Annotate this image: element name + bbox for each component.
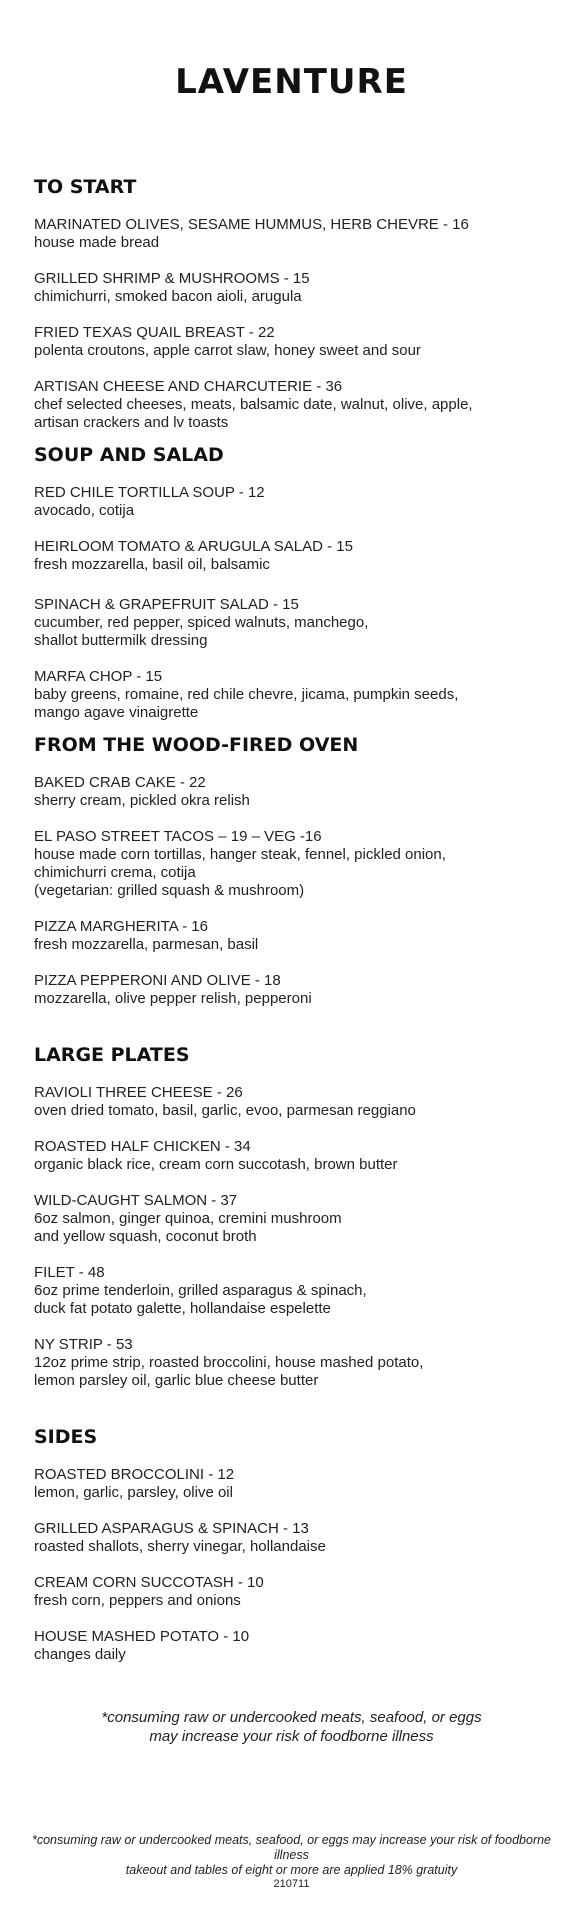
menu-item-name: GRILLED ASPARAGUS & SPINACH - 13 — [34, 1520, 309, 1537]
menu-item-description: roasted shallots, sherry vinegar, hollandaise — [34, 1538, 326, 1555]
menu-item — [34, 828, 554, 900]
menu-item — [34, 1336, 554, 1390]
menu-item — [34, 972, 554, 1008]
menu-item-name: NY STRIP - 53 — [34, 1336, 133, 1353]
section-title: FROM THE WOOD-FIRED OVEN — [34, 734, 359, 756]
menu-item — [34, 484, 554, 520]
section-title: LARGE PLATES — [34, 1044, 190, 1066]
menu-item-description: 12oz prime strip, roasted broccolini, house mashed potato, lemon parsley oil, garlic blue cheese butter — [34, 1354, 424, 1389]
menu-item-description: organic black rice, cream corn succotash, brown butter — [34, 1156, 398, 1173]
menu-item-description: cucumber, red pepper, spiced walnuts, manchego, shallot buttermilk dressing — [34, 614, 369, 649]
section-soup-and-salad — [34, 444, 554, 722]
menu-item — [34, 1084, 554, 1120]
menu-item — [34, 1520, 554, 1556]
menu-item-description: 6oz prime tenderloin, grilled asparagus & spinach, duck fat potato galette, hollandaise espelette — [34, 1282, 367, 1317]
menu-item-description: fresh mozzarella, parmesan, basil — [34, 936, 259, 953]
menu-item-description: sherry cream, pickled okra relish — [34, 792, 250, 809]
menu-item-description: avocado, cotija — [34, 502, 135, 519]
menu-item-name: PIZZA PEPPERONI AND OLIVE - 18 — [34, 972, 281, 989]
menu-item — [34, 538, 554, 574]
menu-item-name: SPINACH & GRAPEFRUIT SALAD - 15 — [34, 596, 299, 613]
menu-item — [34, 1628, 554, 1664]
menu-item-description: mozzarella, olive pepper relish, pepperoni — [34, 990, 312, 1007]
menu-item — [34, 1466, 554, 1502]
menu-item — [34, 918, 554, 954]
menu-item-name: HEIRLOOM TOMATO & ARUGULA SALAD - 15 — [34, 538, 353, 555]
menu-item — [34, 324, 554, 360]
footer-health-notice: *consuming raw or undercooked meats, seafood, or eggs may increase your risk of foodborne illness — [31, 1833, 552, 1862]
menu-item — [34, 1138, 554, 1174]
menu-item-description: lemon, garlic, parsley, olive oil — [34, 1484, 233, 1501]
menu-item — [34, 1574, 554, 1610]
menu-item-description: baby greens, romaine, red chile chevre, jicama, pumpkin seeds, mango agave vinaigrette — [34, 686, 459, 721]
section-wood-fired-oven — [34, 734, 554, 1008]
menu-item — [34, 270, 554, 306]
section-sides — [34, 1426, 554, 1664]
menu-item-description: changes daily — [34, 1646, 126, 1663]
footer-gratuity-note: takeout and tables of eight or more are applied 18% gratuity — [125, 1863, 458, 1877]
menu-item — [34, 1192, 554, 1246]
menu-item-description: chimichurri, smoked bacon aioli, arugula — [34, 288, 302, 305]
section-title: TO START — [34, 176, 137, 198]
menu-item-name: MARFA CHOP - 15 — [34, 668, 163, 685]
menu-item-description: house made corn tortillas, hanger steak, fennel, pickled onion, chimichurri crema, cotija (vegetarian: grilled squash & mushroom) — [34, 846, 446, 899]
menu-item — [34, 596, 554, 650]
menu-item-description: fresh mozzarella, basil oil, balsamic — [34, 556, 270, 573]
health-notice: *consuming raw or undercooked meats, seafood, or eggs may increase your risk of foodborne illness — [101, 1709, 482, 1745]
section-title: SIDES — [34, 1426, 98, 1448]
menu-item-name: EL PASO STREET TACOS – 19 – VEG -16 — [34, 828, 322, 845]
menu-item-name: WILD-CAUGHT SALMON - 37 — [34, 1192, 238, 1209]
menu-item — [34, 668, 554, 722]
menu-content — [34, 176, 554, 1682]
menu-item-name: HOUSE MASHED POTATO - 10 — [34, 1628, 250, 1645]
menu-item-name: CREAM CORN SUCCOTASH - 10 — [34, 1574, 264, 1591]
menu-item-name: RAVIOLI THREE CHEESE - 26 — [34, 1084, 243, 1101]
menu-item — [34, 216, 554, 252]
menu-item-name: FILET - 48 — [34, 1264, 105, 1281]
menu-item-name: RED CHILE TORTILLA SOUP - 12 — [34, 484, 265, 501]
menu-item-description: oven dried tomato, basil, garlic, evoo, parmesan reggiano — [34, 1102, 416, 1119]
menu-item-name: MARINATED OLIVES, SESAME HUMMUS, HERB CHEVRE - 16 — [34, 216, 469, 233]
restaurant-title: LAVENTURE — [175, 62, 408, 102]
footer — [30, 1833, 553, 1891]
menu-item — [34, 378, 554, 432]
menu-item-description: polenta croutons, apple carrot slaw, honey sweet and sour — [34, 342, 421, 359]
section-to-start — [34, 176, 554, 432]
menu-item-description: house made bread — [34, 234, 160, 251]
menu-item-name: GRILLED SHRIMP & MUSHROOMS - 15 — [34, 270, 310, 287]
menu-item — [34, 1264, 554, 1318]
section-title: SOUP AND SALAD — [34, 444, 224, 466]
menu-item-name: BAKED CRAB CAKE - 22 — [34, 774, 206, 791]
menu-item-name: FRIED TEXAS QUAIL BREAST - 22 — [34, 324, 275, 341]
menu-item-name: PIZZA MARGHERITA - 16 — [34, 918, 208, 935]
section-large-plates — [34, 1044, 554, 1390]
menu-item-name: ROASTED HALF CHICKEN - 34 — [34, 1138, 251, 1155]
menu-item-description: 6oz salmon, ginger quinoa, cremini mushroom and yellow squash, coconut broth — [34, 1210, 342, 1245]
menu-item-description: fresh corn, peppers and onions — [34, 1592, 241, 1609]
menu-code: 210711 — [273, 1878, 310, 1890]
menu-item-name: ARTISAN CHEESE AND CHARCUTERIE - 36 — [34, 378, 343, 395]
menu-item — [34, 774, 554, 810]
menu-item-name: ROASTED BROCCOLINI - 12 — [34, 1466, 235, 1483]
menu-item-description: chef selected cheeses, meats, balsamic date, walnut, olive, apple, artisan crackers and lv toasts — [34, 396, 473, 431]
